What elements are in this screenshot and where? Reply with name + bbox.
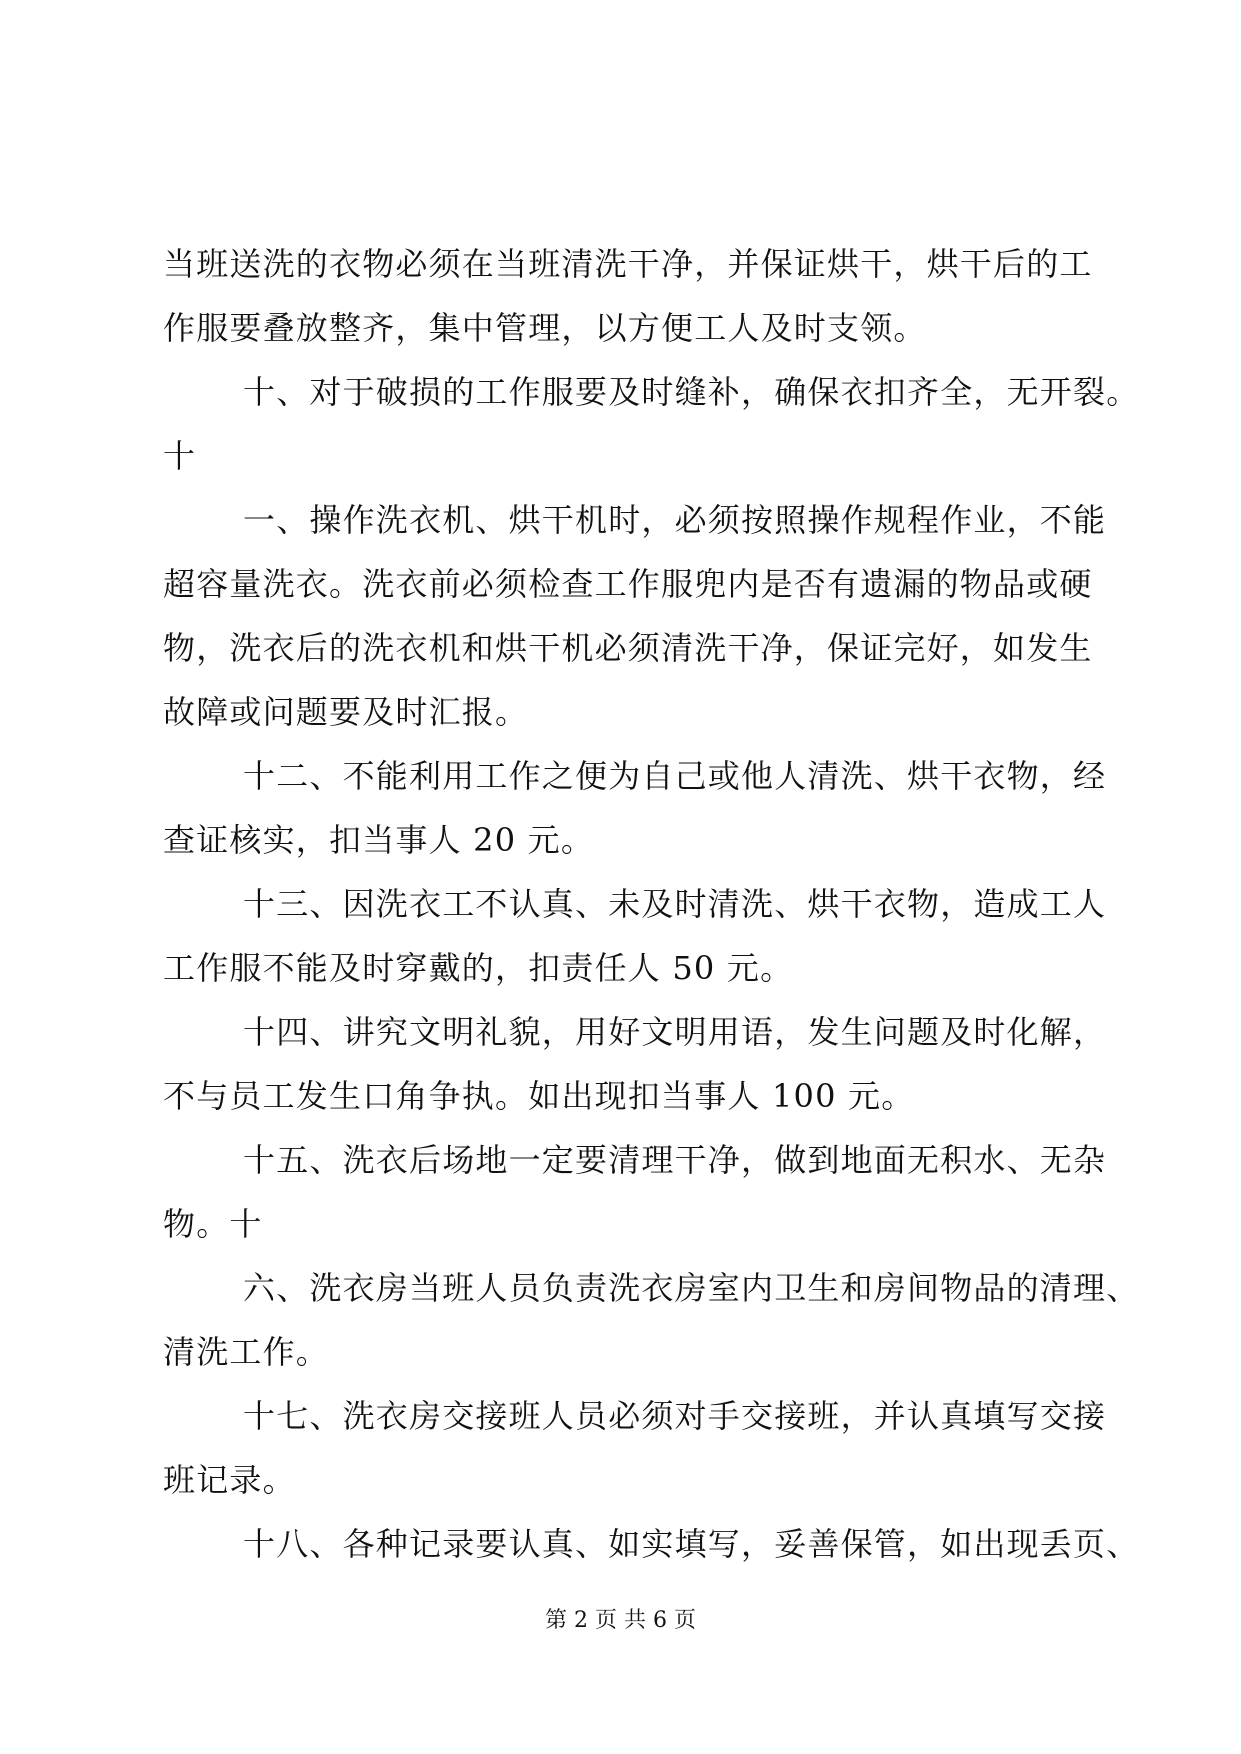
text-line: 超容量洗衣。洗衣前必须检查工作服兜内是否有遗漏的物品或硬 — [163, 565, 1093, 603]
text-line: 十、对于破损的工作服要及时缝补，确保衣扣齐全，无开裂。 — [243, 373, 1140, 411]
text-line: 十七、洗衣房交接班人员必须对手交接班，并认真填写交接 — [243, 1397, 1107, 1435]
text-line: 十八、各种记录要认真、如实填写，妥善保管，如出现丢页、 — [243, 1525, 1140, 1563]
text-line: 作服要叠放整齐，集中管理，以方便工人及时支领。 — [163, 309, 927, 347]
text-line: 十五、洗衣后场地一定要清理干净，做到地面无积水、无杂 — [243, 1141, 1107, 1179]
text-line: 物。十 — [163, 1205, 263, 1243]
page-footer: 第 2 页 共 6 页 — [545, 1608, 696, 1633]
document-body — [163, 232, 1140, 1576]
text-line: 十 — [163, 437, 197, 475]
text-line: 十三、因洗衣工不认真、未及时清洗、烘干衣物，造成工人 — [243, 885, 1107, 923]
text-line: 十四、讲究文明礼貌，用好文明用语，发生问题及时化解， — [243, 1013, 1107, 1051]
text-line: 清洗工作。 — [163, 1333, 330, 1371]
text-line: 物，洗衣后的洗衣机和烘干机必须清洗干净，保证完好，如发生 — [163, 629, 1093, 667]
text-line: 不与员工发生口角争执。如出现扣当事人 100 元。 — [163, 1077, 915, 1115]
text-line: 工作服不能及时穿戴的，扣责任人 50 元。 — [163, 949, 794, 987]
text-line: 班记录。 — [163, 1461, 296, 1499]
text-line: 当班送洗的衣物必须在当班清洗干净，并保证烘干，烘干后的工 — [163, 245, 1093, 283]
text-line: 故障或问题要及时汇报。 — [163, 693, 529, 731]
text-line: 十二、不能利用工作之便为自己或他人清洗、烘干衣物，经 — [243, 757, 1107, 795]
text-line: 查证核实，扣当事人 20 元。 — [163, 821, 595, 859]
text-line: 六、洗衣房当班人员负责洗衣房室内卫生和房间物品的清理、 — [243, 1269, 1140, 1307]
text-line: 一、操作洗衣机、烘干机时，必须按照操作规程作业，不能 — [243, 501, 1107, 539]
